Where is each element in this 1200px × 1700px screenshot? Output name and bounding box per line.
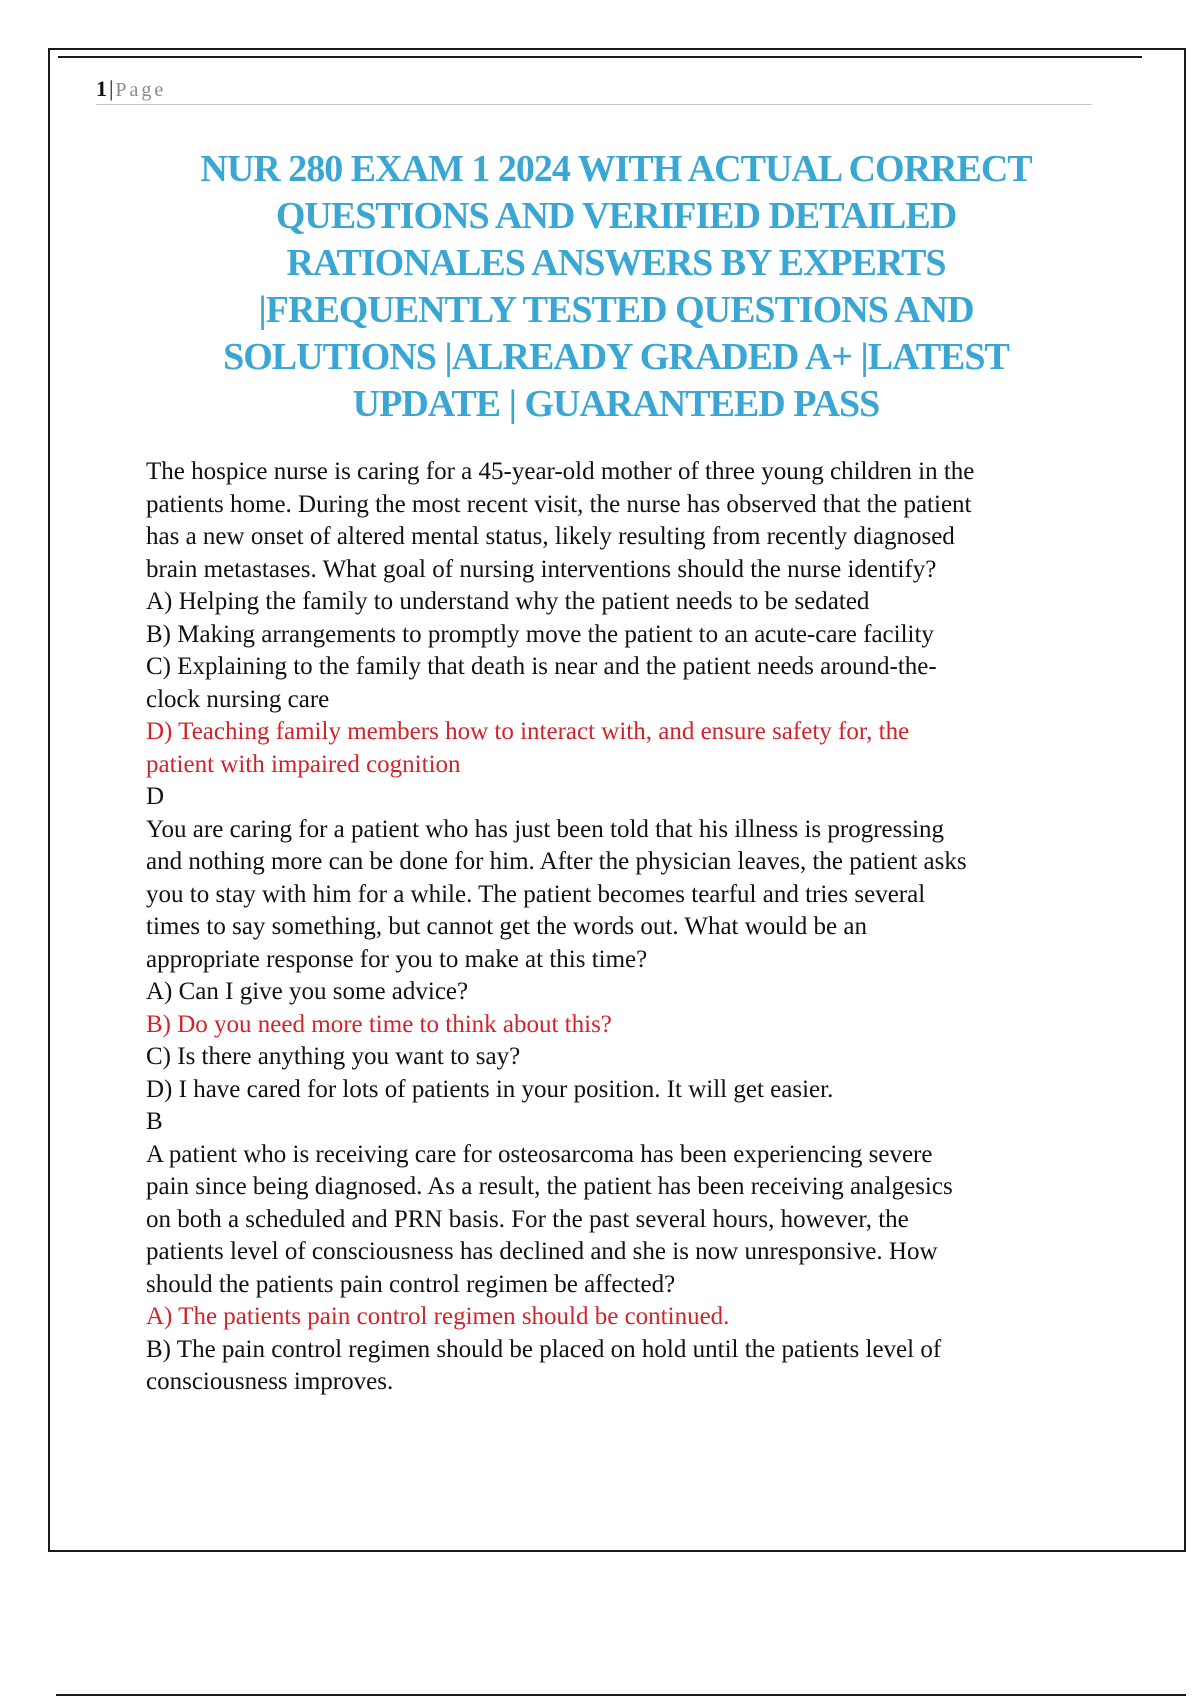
stem-line: You are caring for a patient who has just been told that his illness is progressing [146,815,945,843]
stem-line: times to say something, but cannot get the words out. What would be an [146,913,867,940]
stem-line: you to stay with him for a while. The patient becomes tearful and tries several [146,880,926,908]
stem-line: patients home. During the most recent visit, the nurse has observed that the patient [146,490,972,518]
title-line: QUESTIONS AND VERIFIED DETAILED [275,195,957,237]
question-3 [146,1139,1086,1399]
frame-top-rule [58,56,1142,58]
question-2 [146,814,1086,1139]
stem-line: has a new onset of altered mental status, likely resulting from recently diagnosed [146,523,955,550]
answer-option [146,1074,1086,1107]
option-line: D) Teaching family members how to interact with, and ensure safety for, the [146,718,910,745]
bottom-rule [56,1694,1186,1696]
stem-line: The hospice nurse is caring for a 45-year-old mother of three young children in the [146,458,975,485]
stem-line: brain metastases. What goal of nursing interventions should the nurse identify? [146,555,937,583]
answer-option [146,976,1086,1009]
option-line: A) Can I give you some advice? [146,978,469,1005]
option-line: C) Explaining to the family that death is near and the patient needs around-the- [146,653,937,680]
option-line: clock nursing care [146,685,330,713]
document-title [96,146,1136,428]
answer-option [146,619,1086,652]
stem-line: patients level of consciousness has declined and she is now unresponsive. How [146,1238,938,1265]
title-line: |FREQUENTLY TESTED QUESTIONS AND [258,289,974,331]
answer-option [146,586,1086,619]
stem-line: and nothing more can be done for him. After the physician leaves, the patient asks [146,848,967,875]
stem-line: should the patients pain control regimen be affected? [146,1270,676,1298]
answer-key: B [146,1108,163,1135]
correct-answer-option [146,716,1086,781]
option-line: consciousness improves. [146,1368,394,1395]
option-line: A) The patients pain control regimen should be continued. [146,1303,730,1330]
answer-option [146,1334,1086,1399]
page-separator: | [109,76,114,101]
answer-key: D [146,783,165,810]
correct-answer-option [146,1009,1086,1042]
correct-answer-option [146,1301,1086,1334]
question-stem [146,814,1086,977]
title-line: RATIONALES ANSWERS BY EXPERTS [286,242,946,284]
answer-option [146,1041,1086,1074]
stem-line: on both a scheduled and PRN basis. For the past several hours, however, the [146,1205,909,1233]
title-line: SOLUTIONS |ALREADY GRADED A+ |LATEST [223,336,1009,378]
option-line: patient with impaired cognition [146,750,461,778]
question-stem [146,456,1086,586]
stem-line: appropriate response for you to make at this time? [146,945,648,973]
title-line: NUR 280 EXAM 1 2024 WITH ACTUAL CORRECT [200,148,1032,190]
questions-content [146,456,1086,1399]
option-line: D) I have cared for lots of patients in your position. It will get easier. [146,1075,834,1103]
question-1 [146,456,1086,814]
page-number: 1 [96,76,107,101]
stem-line: A patient who is receiving care for osteosarcoma has been experiencing severe [146,1140,933,1168]
option-line: B) Making arrangements to promptly move the patient to an acute-care facility [146,620,934,648]
stem-line: pain since being diagnosed. As a result, the patient has been receiving analgesics [146,1173,953,1200]
title-line: UPDATE | GUARANTEED PASS [352,383,880,425]
answer-option [146,651,1086,716]
option-line: B) The pain control regimen should be placed on hold until the patients level of [146,1335,942,1363]
option-line: B) Do you need more time to think about this? [146,1010,612,1038]
question-stem [146,1139,1086,1302]
option-line: A) Helping the family to understand why the patient needs to be sedated [146,588,870,615]
page-header [96,76,1092,105]
option-line: C) Is there anything you want to say? [146,1043,521,1070]
page-label: Page [115,79,167,101]
